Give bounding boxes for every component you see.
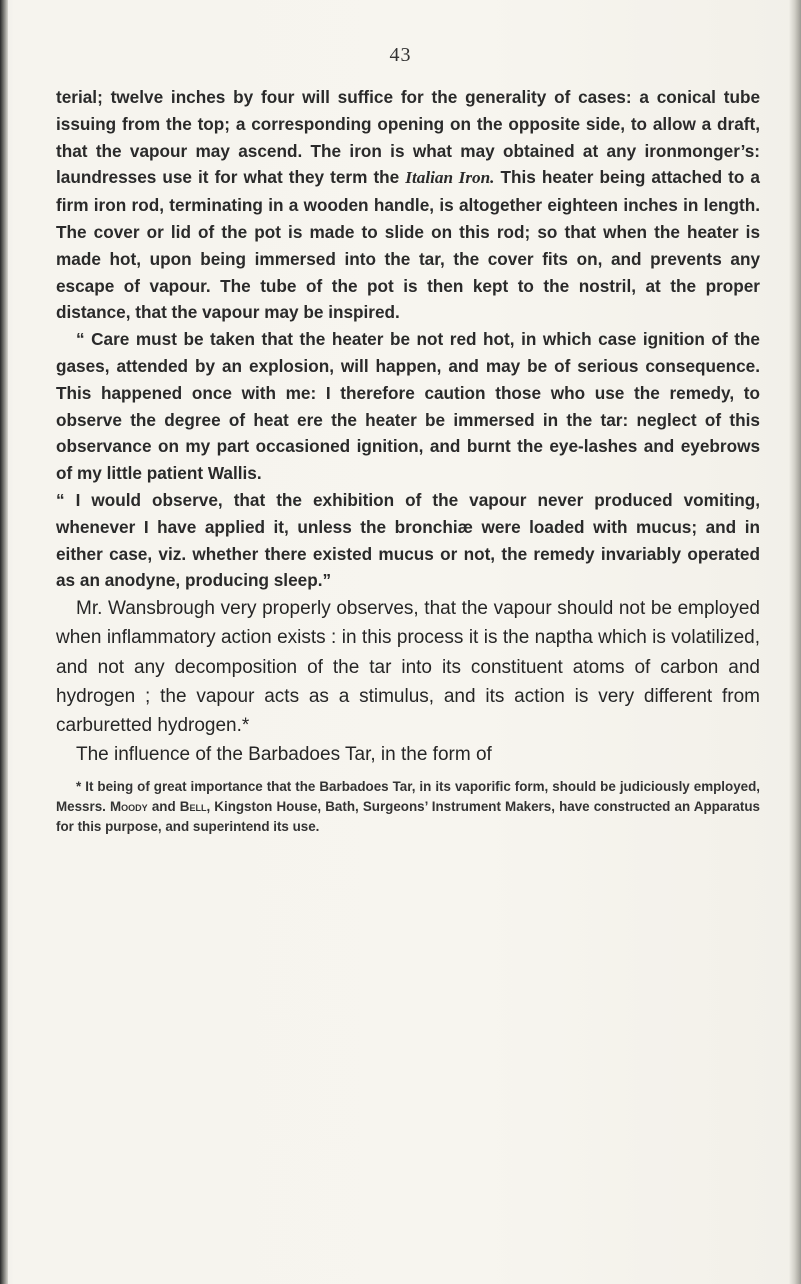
paragraph-caution: “ Care must be taken that the heater be not red hot, in which case ignition of the gases, attended by an explosion, will happen, and may be of serious consequence. This happened once with me: I therefore caution those who use the remedy, to observe the degree of heat ere the heater be immersed in the tar: neglect of this observance on my part occasioned ignition, and burnt the eye-lashes and eyebrows of my little patient Wallis.	[56, 329, 760, 484]
footnote-text: and	[147, 799, 180, 815]
paragraph-text: This heater being attached to a firm iron rod, terminating in a wooden handle, is altogether eighteen inches in length. The cover or lid of the pot is made to slide on this rod; so that when the heater is made hot, upon being immersed into the tar, the cover fits on, and prevents any escape of vapour. The tube of the pot is then kept to the nostril, at the proper distance, that the vapour may be inspired.	[56, 167, 760, 323]
page-edge	[789, 0, 801, 1284]
paragraph-observation: “ I would observe, that the exhibition of the vapour never produced vomiting, whenever I have applied it, unless the bronchiæ were loaded with mucus; and in either case, viz. whether there existed mucus or not, the remedy invariably operated as an anodyne, producing sleep.”	[56, 489, 760, 591]
footnote-text: It being of great importance that the Barbadoes Tar, in its vaporific form, should be judiciously employed, Messrs.	[56, 779, 760, 815]
paragraph-heater-description	[56, 84, 760, 326]
paragraph-influence: The influence of the Barbadoes Tar, in the form of	[76, 744, 492, 766]
binding-shadow	[0, 0, 8, 1284]
italic-term: Italian Iron.	[405, 168, 495, 188]
footnote-marker: *	[76, 779, 82, 795]
footnote	[56, 777, 760, 837]
paragraph-text: terial; twelve inches by four will suffice for the generality of cases: a conical tube issuing from the top; a corresponding opening on the opposite side, to allow a draft, that the vapour may ascend. The iron is what may obtained at any ironmonger’s: laundresses use it for what they term the	[56, 87, 760, 188]
footnote-name: Moody	[110, 799, 148, 815]
paragraph-wansbrough: Mr. Wansbrough very properly observes, that the vapour should not be employed when inflammatory action exists : in this process it is the naptha which is volatilized, and not any decomposition of the tar into its constituent atoms of carbon and hydrogen ; the vapour acts as a stimulus, and its action is very different from carburetted hydrogen.*	[56, 598, 760, 736]
footnote-name: Bell	[179, 799, 207, 815]
page-number: 43	[389, 44, 412, 66]
body-text	[56, 84, 760, 851]
footnote-text: , Kingston House, Bath, Surgeons’ Instrument Makers, have constructed an Apparatus for this purpose, and superintend its use.	[56, 799, 760, 835]
